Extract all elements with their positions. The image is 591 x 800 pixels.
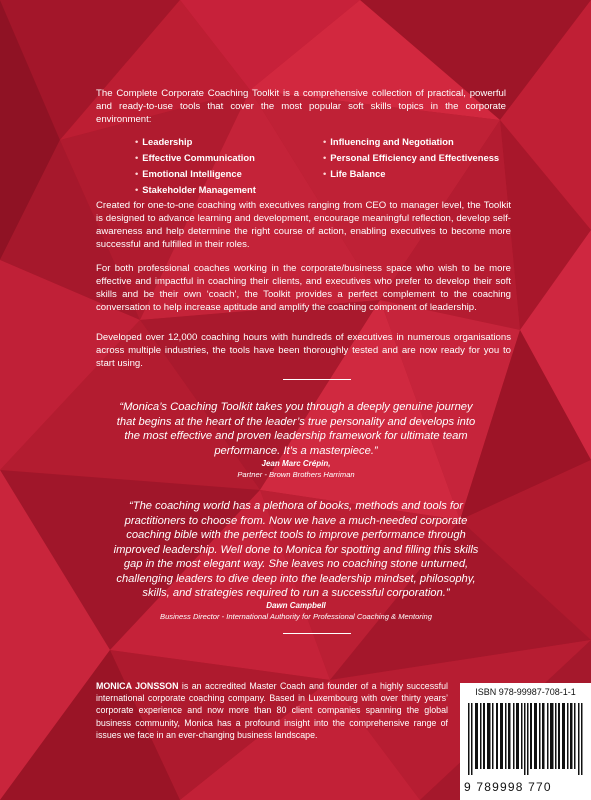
author-bio: [96, 680, 448, 741]
topic-item: • Stakeholder Management: [135, 183, 323, 196]
divider: [283, 379, 351, 380]
testimonial-attribution: [110, 458, 482, 480]
description-paragraph: Created for one-to-one coaching with executives ranging from CEO to manager level, the Toolkit is designed to advance learning and development, encourage meaningful reflection, develop self-awareness and help determine the right course of action, enabling executives to become more successful and fulfilled in their roles.: [96, 200, 511, 250]
testimonial-author: Dawn Campbell: [266, 601, 326, 610]
topic-item: • Emotional Intelligence: [135, 167, 323, 180]
topic-item: • Leadership: [135, 135, 323, 148]
testimonial-quote: “The coaching world has a plethora of books, methods and tools for practitioners to choose from. Now we have a much-needed corporate coaching bible with the perfect tools to improve performance through improved leadership. Well done to Monica for spotting and filling this skills gap in the most elegant way. She leaves no coaching stone unturned, challenging leaders to dive deep into the leadership mindset, philosophy, skills, and strategies required to run a successful corporation.”: [113, 500, 479, 599]
testimonial-role: Business Director - International Authority for Professional Coaching & Mentoring: [160, 612, 432, 621]
topic-item: • Life Balance: [323, 167, 523, 180]
topic-item: • Influencing and Negotiation: [323, 135, 523, 148]
topic-item: • Personal Efficiency and Effectiveness: [323, 151, 523, 164]
barcode-digits: 9 789998 770: [464, 780, 552, 794]
topic-list: [135, 135, 525, 196]
testimonial-quote: “Monica’s Coaching Toolkit takes you through a deeply genuine journey that begins at the heart of the leader’s true personality and develops into the most effective and proven leadership framework for ultimate team performance. It’s a masterpiece.”: [116, 401, 476, 457]
barcode-icon: [468, 703, 584, 775]
author-name: MONICA JONSSON: [96, 681, 179, 691]
intro-paragraph: The Complete Corporate Coaching Toolkit is a comprehensive collection of practical, powerful and ready-to-use tools that cover the most popular soft skills topics in the corporate environment:: [96, 88, 506, 125]
testimonial-attribution: [110, 600, 482, 622]
testimonial-author: Jean Marc Crépin,: [261, 459, 331, 468]
description-paragraph: Developed over 12,000 coaching hours with hundreds of executives in numerous organisations across multiple industries, the tools have been thoroughly tested and are now ready for you to start using.: [96, 332, 511, 369]
isbn-barcode-box: [460, 683, 591, 800]
author-bio-text: is an accredited Master Coach and founder of a highly successful international corporate coaching company. Based in Luxembourg with over thirty years’ corporate experience and now more than 80 client companies spanning the global business community, Monica has a profound insight into the comprehensive range of issues we face in an ever-changing business landscape.: [96, 681, 448, 740]
testimonial-role: Partner - Brown Brothers Harriman: [237, 470, 355, 479]
description-paragraph: For both professional coaches working in the corporate/business space who wish to be more effective and impactful in coaching their clients, and executives who prefer to develop their soft skills and be their own ‘coach’, the Toolkit provides a perfect complement to the coaching conversation to help increase aptitude and amplify the coaching component of leadership.: [96, 263, 511, 313]
topic-item: • Effective Communication: [135, 151, 323, 164]
isbn-label: ISBN 978-99987-708-1-1: [475, 687, 576, 697]
divider: [283, 633, 351, 634]
